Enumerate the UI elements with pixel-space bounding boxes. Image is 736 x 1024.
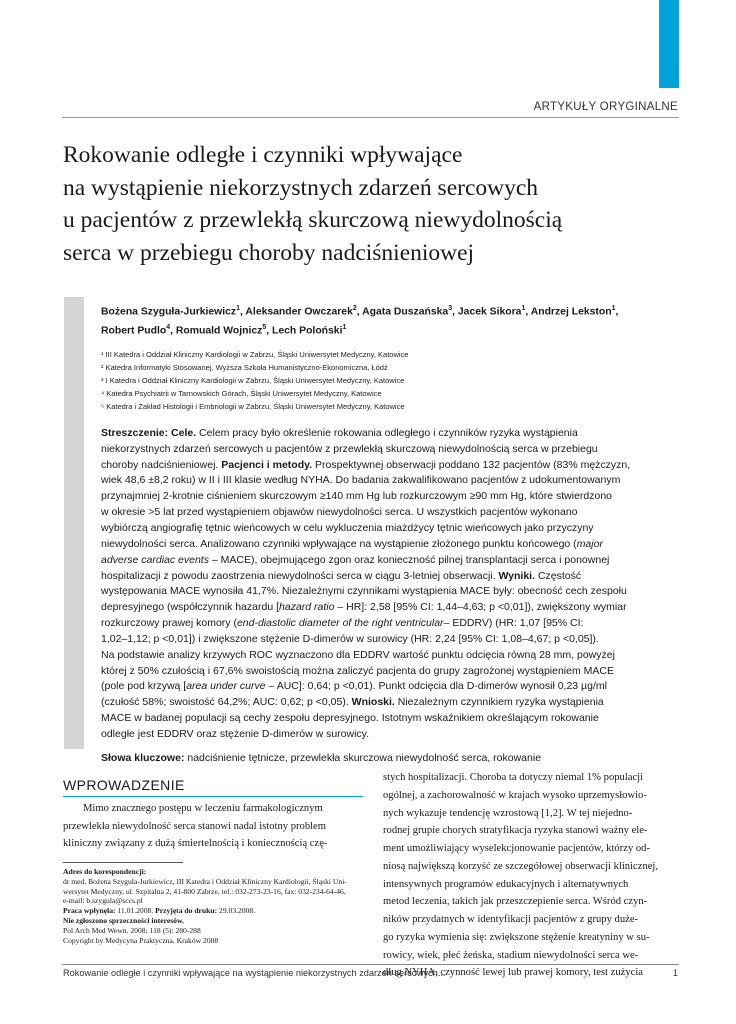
abstract-text bbox=[101, 426, 683, 743]
text-run: Na podstawie analizy krzywych ROC wyznaczono dla EDDRV wartość punktu odcięcia równą 28 mm, powyżej bbox=[101, 648, 615, 661]
text-run: 29.03.2008. bbox=[217, 906, 256, 916]
body-line: dług NYHA, czynność lewej lub prawej komory, test zużycia bbox=[383, 967, 643, 979]
text-run: wybiórczą angiografię tętnic wieńcowych w celu wykluczenia miażdżycy tętnic wieńcowych jako przyczyny bbox=[101, 522, 594, 534]
text-run: Adres do korespondencji: bbox=[63, 867, 147, 876]
text-run: występowania MACE wynosiła 41,7%. Niezależnymi czynnikami wystąpienia MACE były: obecność cech zespołu bbox=[101, 585, 627, 598]
affiliation: ³ I Katedra i Oddział Kliniczny Kardiologii w Zabrzu, Śląski Uniwersytet Medyczny, Katowice bbox=[101, 375, 405, 385]
article-title bbox=[63, 139, 683, 269]
author-separator: , bbox=[356, 306, 363, 318]
author-name: Aleksander Owczarek bbox=[245, 306, 353, 318]
author-name: Jacek Sikora bbox=[457, 306, 522, 318]
abstract-line bbox=[101, 616, 683, 632]
section-heading-introduction: WPROWADZENIE bbox=[63, 777, 185, 793]
title-line: u pacjentów z przewlekłą skurczową niewydolnością bbox=[63, 207, 563, 233]
correspondence-line bbox=[63, 877, 363, 887]
text-run: area under curve bbox=[186, 680, 266, 693]
abstract-line bbox=[101, 600, 683, 616]
abstract-line bbox=[101, 458, 683, 474]
body-line: Mimo znacznego postępu w leczeniu farmakologicznym bbox=[83, 803, 323, 814]
author-separator: , bbox=[525, 306, 531, 318]
affiliation: ⁵ Katedra i Zakład Histologii i Embriologii w Zabrzu, Śląski Uniwersytet Medyczny, Katowice bbox=[101, 401, 405, 411]
text-run: Przyjęta do druku: bbox=[155, 906, 218, 916]
text-run: wiek 48,6 ±8,2 roku) w II i III klasie według NYHA. Do badania zakwalifikowano pacjentów z udokumentowanym bbox=[101, 474, 621, 487]
body-line: ników przydatnych w identyfikacji pacjentów z grupy duże- bbox=[383, 914, 639, 925]
abstract-line bbox=[101, 426, 683, 442]
text-run: w okresie >5 lat przed wystąpieniem objawów niewydolności serca. U wszystkich pacjentów wykonano bbox=[101, 506, 578, 519]
correspondence-line bbox=[63, 887, 363, 897]
text-run: wersytet Medyczny, ul. Szpitalna 2, 41-800 Zabrze, tel.: 032-273-23-16, fax: 032-234-64-46, bbox=[63, 886, 346, 896]
body-line: rodnej grupie chorych stratyfikacja ryzyka stanowi ważny ele- bbox=[383, 825, 648, 837]
page-number: 1 bbox=[672, 968, 678, 978]
text-run: Wnioski. bbox=[351, 696, 395, 709]
text-run: Nie zgłoszono sprzeczności interesów. bbox=[63, 915, 184, 925]
text-run: Pacjenci i metody. bbox=[221, 458, 313, 471]
author-affiliation-mark: 2 bbox=[352, 305, 357, 312]
text-run: rozkurczowy prawej komory ( bbox=[101, 617, 237, 630]
author-affiliation-mark: 3 bbox=[448, 305, 453, 312]
author-separator: , bbox=[170, 325, 176, 337]
body-line: ogólnej, a zachorowalność w krajach wysoko uprzemysłowio- bbox=[383, 789, 647, 801]
author-affiliation-mark: 1 bbox=[236, 305, 241, 312]
abstract-line bbox=[101, 553, 683, 569]
author-separator: , bbox=[240, 306, 246, 318]
author-name: Lech Poloński bbox=[272, 325, 343, 337]
text-run: – HR]: 2,58 [95% CI: 1,44–4,63; p <0,01]), zwiększony wymiar bbox=[334, 601, 627, 614]
title-line: serca w przebiegu choroby nadciśnieniowej bbox=[63, 239, 475, 266]
author-affiliation-mark: 4 bbox=[166, 324, 171, 332]
text-run: end-diastolic diameter of the right ventricular bbox=[236, 617, 444, 630]
author-separator: , bbox=[615, 306, 619, 318]
affiliation-list bbox=[101, 348, 683, 413]
running-title: Rokowanie odległe i czynniki wpływające na wystąpienie niekorzystnych zdarzeń sercowych... bbox=[63, 968, 446, 978]
affiliation: ² Katedra Informatyki Stosowanej, Wyższa Szkoła Humanistyczno-Ekonomiczna, Łódź bbox=[101, 362, 388, 372]
author-name: Agata Duszańska bbox=[362, 306, 449, 318]
text-run: e-mail: b.szygula@sccs.pl bbox=[63, 896, 143, 906]
body-column-right bbox=[383, 769, 683, 982]
author-affiliation-mark: 1 bbox=[342, 324, 347, 332]
body-line: nych wykazuje tendencję wzrostową [1,2]. W tej niejedno- bbox=[383, 807, 633, 819]
author-name: Romuald Wojnicz bbox=[175, 325, 263, 337]
abstract-line bbox=[101, 505, 683, 521]
text-run: depresyjnego (współczynnik hazardu [ bbox=[101, 601, 280, 614]
body-line: kliniczny związany z dużą śmiertelnością i koniecznością czę- bbox=[63, 838, 328, 850]
section-label: ARTYKUŁY ORYGINALNE bbox=[533, 101, 678, 113]
text-run: Praca wpłynęła: bbox=[63, 906, 116, 916]
text-run: Pol Arch Med Wewn. 2008; 118 (5): 280-288 bbox=[63, 925, 201, 935]
text-run: MACE w badanej populacji są cechy zespołu depresyjnego. Istotnym wskaźnikiem określającym rokowanie bbox=[101, 712, 599, 725]
abstract-line bbox=[101, 664, 683, 680]
text-run: 1,02–1,12; p <0,01]) i zwiększone stężenie D-dimerów w surowicy (HR: 2,24 [95% CI: 1,08–4,67; p <0,05]). bbox=[101, 632, 599, 645]
affiliation: ⁴ Katedra Psychiatrii w Tarnowskich Górach, Śląski Uniwersytet Medyczny, Katowice bbox=[101, 388, 382, 398]
body-line: metod leczenia, takich jak przeszczepienie serca. Wśród czyn- bbox=[383, 896, 648, 908]
text-run: niewydolności serca. Analizowano czynniki wpływające na wystąpienie złożonego punktu końcowego ( bbox=[101, 537, 577, 550]
body-line: go ryzyka wymienia się: zwiększone stężenie kreatyniny w su- bbox=[383, 931, 650, 943]
title-line: na wystąpienie niekorzystnych zdarzeń sercowych bbox=[63, 174, 539, 201]
correspondence-line bbox=[63, 916, 363, 926]
body-line: niosą największą korzyść ze szczegółowej obserwacji klinicznej, bbox=[383, 860, 659, 872]
abstract-line bbox=[101, 584, 683, 600]
keywords-text: nadciśnienie tętnicze, przewlekła skurczowa niewydolność serca, rokowanie bbox=[184, 751, 542, 764]
text-run: – MACE), obejmującego zgon oraz konieczność pilnej transplantacji serca i ponownej bbox=[208, 553, 610, 566]
abstract-line bbox=[101, 521, 683, 537]
abstract-line bbox=[101, 473, 683, 489]
affiliation: ¹ III Katedra i Oddział Kliniczny Kardiologii w Zabrzu, Śląski Uniwersytet Medyczny, Katowice bbox=[101, 349, 409, 359]
abstract-line bbox=[101, 537, 683, 553]
text-run: (pole pod krzywą [ bbox=[101, 680, 187, 693]
abstract-line bbox=[101, 648, 683, 664]
footer-rule bbox=[62, 964, 679, 965]
header-rule bbox=[62, 117, 679, 118]
author-separator: , bbox=[266, 325, 273, 337]
body-line: ment umożliwiający wyselekcjonowanie pacjentów, którzy od- bbox=[383, 843, 651, 854]
text-run: – AUC]: 0,64; p <0,01). Punkt odcięcia dla D-dimerów wynosił 0,23 µg/ml bbox=[265, 680, 607, 693]
text-run: choroby nadciśnieniowej. bbox=[101, 458, 222, 471]
text-run: Celem pracy było określenie rokowania odległego i czynników ryzyka wystąpienia bbox=[196, 426, 578, 439]
text-run: Prospektywnej obserwacji poddano 132 pacjentów (83% mężczyzn, bbox=[312, 458, 631, 471]
abstract-line bbox=[101, 711, 683, 727]
author-affiliation-mark: 1 bbox=[611, 305, 616, 312]
abstract-block bbox=[101, 301, 683, 766]
title-line: Rokowanie odległe i czynniki wpływające bbox=[63, 142, 463, 168]
author-name: Robert Pudlo bbox=[101, 325, 167, 337]
author-name: Bożena Szyguła-Jurkiewicz bbox=[101, 306, 237, 318]
text-run: hospitalizacji z powodu zaostrzenia niewydolności serca w ciągu 3-letniej obserwacji. bbox=[101, 569, 499, 582]
abstract-line bbox=[101, 727, 683, 743]
abstract-line bbox=[101, 489, 683, 505]
accent-bar bbox=[659, 0, 679, 88]
text-run: dr med. Bożena Szyguła-Jurkiewicz, III Katedra i Oddział Kliniczny Kardiologii, Śląski Uni- bbox=[63, 876, 347, 886]
body-line: intensywnych programów edukacyjnych i alternatywnych bbox=[383, 878, 629, 890]
text-run: przynajmniej 2-krotnie ciśnieniem skurczowym ≥140 mm Hg lub rozkurczowym ≥90 mm Hg, które stwierdzono bbox=[101, 490, 613, 503]
text-run: Wyniki. bbox=[498, 569, 536, 582]
section-heading-rule bbox=[63, 796, 363, 797]
text-run: Niezależnym czynnikiem ryzyka wystąpienia bbox=[394, 696, 604, 709]
text-run: niekorzystnych zdarzeń sercowych u pacjentów z przewlekłą skurczową niewydolnością serca w przebiegu bbox=[101, 442, 598, 455]
correspondence-line bbox=[63, 926, 363, 936]
text-run: Streszczenie: Cele. bbox=[101, 426, 197, 439]
author-affiliation-mark: 1 bbox=[521, 305, 526, 312]
abstract-line bbox=[101, 569, 683, 585]
text-run: Copyright by Medycyna Praktyczna, Kraków 2008 bbox=[63, 935, 219, 945]
keywords bbox=[101, 751, 683, 766]
abstract-line bbox=[101, 442, 683, 458]
body-line: stych hospitalizacji. Choroba ta dotyczy niemal 1% populacji bbox=[383, 772, 644, 783]
abstract-sidebar-bar bbox=[64, 297, 84, 749]
correspondence-rule bbox=[63, 862, 183, 863]
body-line: rowicy, wiek, płeć żeńska, stadium niewydolności serca we- bbox=[383, 949, 639, 961]
text-run: (czułość 58%; swoistość 64,2%; AUC: 0,62; p <0,05). bbox=[101, 696, 352, 709]
abstract-line bbox=[101, 632, 683, 648]
keywords-label: Słowa kluczowe: bbox=[101, 751, 185, 764]
abstract-line bbox=[101, 679, 683, 695]
text-run: odległe jest EDDRV oraz stężenie D-dimerów w surowicy. bbox=[101, 727, 370, 740]
text-run: 11.01.2008. bbox=[115, 906, 156, 916]
correspondence-line bbox=[63, 867, 363, 877]
text-run: – EDDRV) (HR: 1,07 [95% CI: bbox=[443, 617, 584, 630]
text-run: adverse cardiac events bbox=[101, 553, 209, 566]
text-run: major bbox=[576, 537, 603, 550]
correspondence-note bbox=[63, 867, 363, 945]
author-name: Andrzej Lekston bbox=[530, 306, 612, 318]
body-line: przewlekła niewydolność serca stanowi nadal istotny problem bbox=[63, 820, 327, 832]
correspondence-line bbox=[63, 936, 363, 946]
author-separator: , bbox=[452, 306, 458, 318]
text-run: Częstość bbox=[535, 569, 582, 582]
body-column-left bbox=[63, 800, 363, 853]
text-run: której z 50% czułością i 67,6% swoistością można zaliczyć pacjenta do grupy zagrożonej wystąpieniem MACE bbox=[101, 664, 614, 677]
correspondence-line bbox=[63, 906, 363, 916]
text-run: hazard ratio bbox=[279, 601, 335, 614]
author-list bbox=[101, 301, 683, 340]
author-affiliation-mark: 5 bbox=[262, 324, 267, 332]
abstract-line bbox=[101, 695, 683, 711]
correspondence-line bbox=[63, 896, 363, 906]
